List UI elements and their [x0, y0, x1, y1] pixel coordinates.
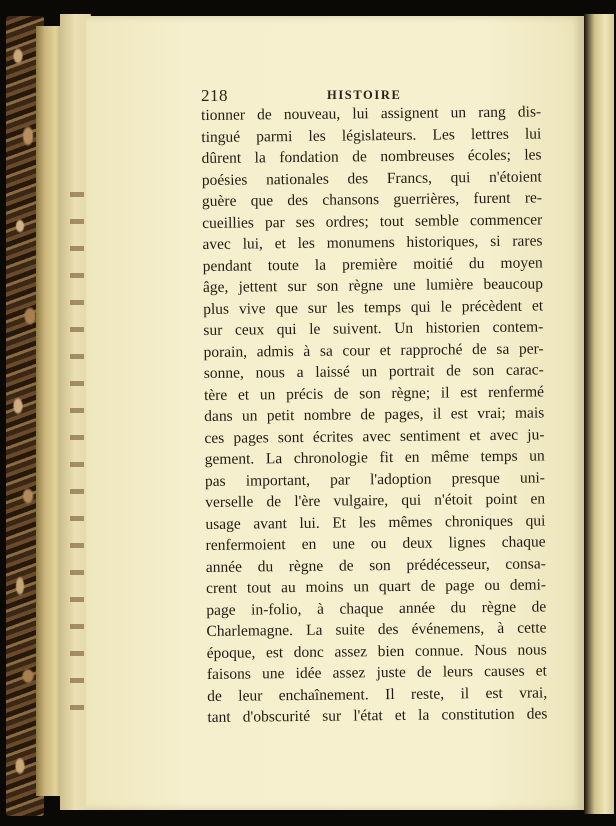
text-line: âge, jettent sur son règne une lumière beaucoup	[202, 275, 543, 296]
text-line: époque, est donc assez bien connue. Nous nous	[206, 640, 547, 662]
right-page-edge	[584, 14, 614, 814]
text-line: gement. La chronologie fit en même temps un	[204, 447, 545, 468]
text-line: dûrent la fondation de nombreuses écoles; les	[201, 146, 542, 167]
text-line: ces pages sont écrites avec sentiment et avec ju-	[204, 425, 545, 447]
text-line: Charlemagne. La suite des événemens, à cette	[206, 619, 547, 640]
text-line: pas important, par l'adoption presque uni-	[204, 468, 546, 490]
text-line: porain, admis à sa cour et rapproché de sa per-	[203, 339, 544, 361]
text-line: sur ceux qui le suivent. Un historien contem-	[203, 318, 544, 339]
text-line: crent tout au moins un quart de page ou demi-	[205, 576, 547, 597]
text-line: usage avant lui. Et les mêmes chroniques qui	[205, 511, 546, 533]
text-line: page in-folio, à chaque année du règne de	[206, 597, 547, 619]
text-line: tionner de nouveau, lui assignent un rang dis-	[201, 103, 542, 124]
text-line: de leur enchaînement. Il reste, il est vrai,	[207, 683, 548, 705]
running-title: HISTOIRE	[327, 88, 402, 102]
text-line: faisons une idée assez juste de leurs causes et	[206, 662, 548, 683]
text-line: guère que des chansons guerrières, furent re-	[201, 189, 543, 210]
text-line: année du règne de son prédécesseur, consa-	[205, 554, 546, 576]
text-line: verselle de l'ère vulgaire, qui n'étoit point en	[205, 490, 546, 511]
text-line: cueillies par ses ordres; tout semble commencer	[202, 210, 543, 232]
text-line: renfermoient en une ou deux lignes chaque	[205, 533, 546, 554]
text-line: sonne, nous a laissé un portrait de son carac-	[203, 361, 544, 382]
text-line: avec lui, et les monumens historiques, si rares	[202, 232, 543, 253]
text-line: poésies nationales des Francs, qui n'étoient	[201, 167, 542, 189]
binding-stitching	[70, 170, 84, 730]
page-number: 218	[201, 86, 228, 105]
body-text	[201, 101, 548, 728]
text-line: plus vive que sur les temps qui le précèdent et	[203, 296, 544, 318]
text-line: tère et un précis de son règne; il est renfermé	[203, 382, 545, 404]
text-line: tant d'obscurité sur l'état et la constitution des	[207, 705, 548, 726]
text-line: dans un petit nombre de pages, il est vrai; mais	[204, 404, 545, 425]
text-line: pendant toute la première moitié du moyen	[202, 253, 543, 275]
text-line: tingué parmi les législateurs. Les lettres lui	[201, 124, 542, 146]
